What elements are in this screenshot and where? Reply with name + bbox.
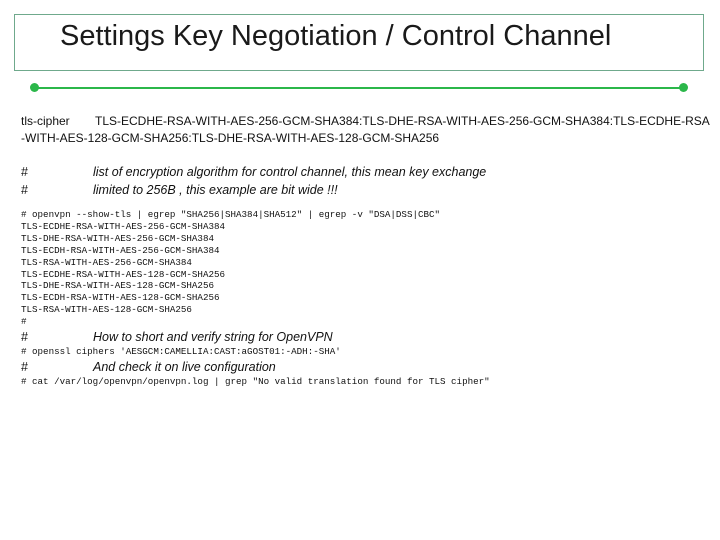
verify-comment [21,328,701,346]
config-key: tls-cipher [21,114,70,128]
verify-comment-text: How to short and verify string for OpenVPN [93,330,333,345]
live-comment-text: And check it on live configuration [93,359,276,374]
config-value-part-1: TLS-ECDHE-RSA-WITH-AES-256-GCM-SHA384:TLS-DHE-RSA-WITH-AES-256-GCM-SHA384:TLS-ECDHE-RSA [95,114,710,128]
note-text: list of encryption algorithm for control channel, this mean key exchange [93,165,487,179]
comment-hash: # [21,359,28,374]
comment-hash-line: # [21,316,27,328]
note-line-2 [21,181,701,199]
openssl-command: # openssl ciphers 'AESGCM:CAMELLIA:CAST:aGOST01:-ADH:-SHA' [21,346,341,358]
cipher-output-line: TLS-ECDH-RSA-WITH-AES-256-GCM-SHA384 [21,244,220,256]
cipher-config-line-2: -WITH-AES-128-GCM-SHA256:TLS-DHE-RSA-WITH-AES-128-GCM-SHA256 [21,131,440,145]
cipher-output-line: TLS-DHE-RSA-WITH-AES-256-GCM-SHA384 [21,232,214,244]
log-command: # cat /var/log/openvpn/openvpn.log | grep "No valid translation found for TLS cipher" [21,375,490,387]
note-text: limited to 256B , this example are bit wide !!! [93,183,338,197]
slide-title: Settings Key Negotiation / Control Channel [60,20,612,52]
divider-dot-right [679,83,688,92]
comment-hash: # [21,330,28,345]
cipher-output-line: TLS-ECDH-RSA-WITH-AES-128-GCM-SHA256 [21,292,220,304]
live-comment [21,358,701,376]
slide-content [21,113,710,388]
cipher-output-line: TLS-RSA-WITH-AES-128-GCM-SHA256 [21,304,192,316]
note-line-1 [21,163,701,181]
cipher-config-line-1 [21,113,710,130]
cipher-output-line: TLS-DHE-RSA-WITH-AES-128-GCM-SHA256 [21,280,214,292]
command-line: # openvpn --show-tls | egrep "SHA256|SHA384|SHA512" | egrep -v "DSA|DSS|CBC" [21,209,441,220]
comment-hash: # [21,183,28,197]
cipher-output-line: TLS-ECDHE-RSA-WITH-AES-256-GCM-SHA384 [21,220,225,232]
divider-dot-left [30,83,39,92]
comment-hash: # [21,165,28,179]
divider-line [34,87,684,89]
cipher-output-line: TLS-RSA-WITH-AES-256-GCM-SHA384 [21,256,192,268]
cipher-output-line: TLS-ECDHE-RSA-WITH-AES-128-GCM-SHA256 [21,268,225,280]
